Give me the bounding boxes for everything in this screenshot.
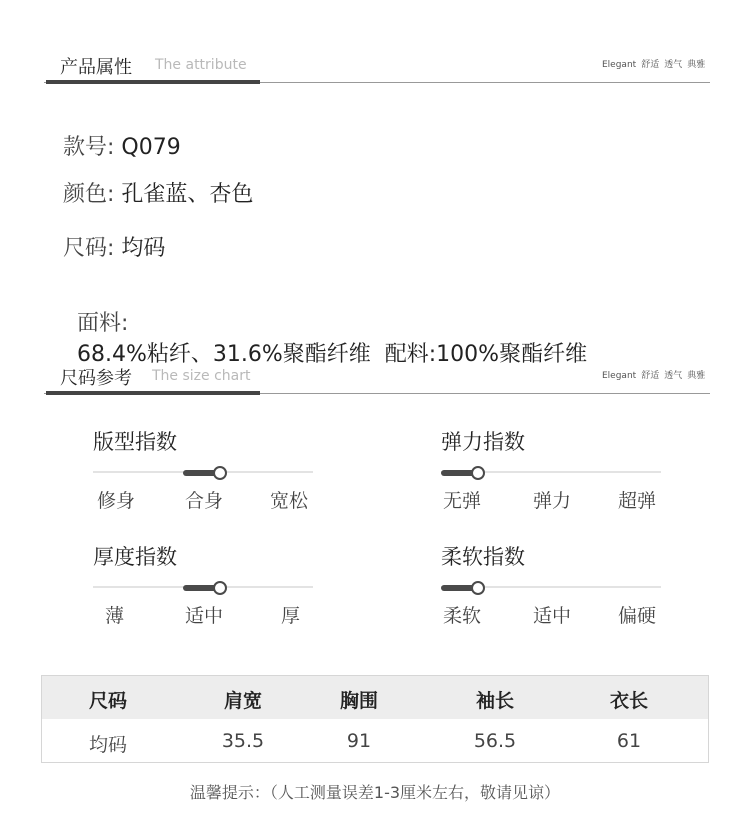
attr-value: 68.4%粘纤、31.6%聚酯纤维 配料:100%聚酯纤维 <box>77 342 588 367</box>
table-cell: 56.5 <box>473 730 517 752</box>
attr-value: Q079 <box>121 135 181 160</box>
section-title-en: The attribute <box>155 57 247 73</box>
index-label: 弹力 <box>533 490 572 512</box>
attr-key: 颜色: <box>63 182 115 207</box>
table-header-cell: 袖长 <box>475 690 515 712</box>
table-cell: 均码 <box>88 734 128 756</box>
tag-comfort: 舒适 <box>641 60 660 70</box>
attr-key: 尺码: <box>63 236 115 261</box>
index-softness <box>441 541 671 631</box>
index-label: 无弹 <box>443 490 482 512</box>
attr-fabric <box>63 281 587 368</box>
index-label: 超弹 <box>618 490 657 512</box>
tag-classic: 典雅 <box>687 60 706 70</box>
tag-comfort: 舒适 <box>641 371 660 381</box>
table-header-cell: 胸围 <box>339 690 379 712</box>
index-knob <box>471 466 485 480</box>
index-label: 合身 <box>185 490 224 512</box>
table-header-cell: 尺码 <box>88 690 128 712</box>
index-thickness <box>93 541 323 631</box>
index-elasticity <box>441 426 671 516</box>
index-title: 弹力指数 <box>441 430 525 454</box>
tag-breathable: 透气 <box>664 60 683 70</box>
index-title: 版型指数 <box>93 430 177 454</box>
index-label: 薄 <box>105 605 125 627</box>
section-header-size-chart <box>0 364 750 404</box>
section-title-en: The size chart <box>152 368 251 384</box>
section-title-zh: 尺码参考 <box>60 368 132 389</box>
attr-value: 孔雀蓝、杏色 <box>121 182 254 207</box>
tag-classic: 典雅 <box>687 371 706 381</box>
index-label: 适中 <box>533 605 572 627</box>
tag-elegant: Elegant <box>602 371 637 381</box>
section-tags <box>602 368 710 381</box>
attr-value: 均码 <box>121 236 166 261</box>
index-knob <box>213 466 227 480</box>
table-header-cell: 肩宽 <box>223 690 263 712</box>
attr-key: 款号: <box>63 135 115 160</box>
table-header-cell: 衣长 <box>609 690 649 712</box>
index-label: 修身 <box>97 490 136 512</box>
index-label: 柔软 <box>443 605 482 627</box>
index-knob <box>471 581 485 595</box>
index-title: 厚度指数 <box>93 545 177 569</box>
section-underline-bar <box>46 80 260 84</box>
tag-breathable: 透气 <box>664 371 683 381</box>
tag-elegant: Elegant <box>602 60 637 70</box>
table-cell: 91 <box>346 730 372 752</box>
index-label: 适中 <box>185 605 224 627</box>
size-table <box>41 675 709 763</box>
index-fit <box>93 426 323 516</box>
index-knob <box>213 581 227 595</box>
section-title-zh: 产品属性 <box>60 57 132 78</box>
attr-size <box>63 231 165 262</box>
section-underline-bar <box>46 391 260 395</box>
table-cell: 61 <box>616 730 642 752</box>
table-cell: 35.5 <box>221 730 265 752</box>
index-label: 偏硬 <box>618 605 657 627</box>
attr-color <box>63 177 253 208</box>
attr-style-number <box>63 130 181 161</box>
section-header-attribute <box>0 53 750 93</box>
index-title: 柔软指数 <box>441 545 525 569</box>
attr-key: 面料: <box>77 311 129 336</box>
index-label: 宽松 <box>270 490 309 512</box>
index-label: 厚 <box>281 605 301 627</box>
measurement-tip: 温馨提示：（人工测量误差1-3厘米左右，敬请见谅） <box>189 783 561 802</box>
section-tags <box>602 57 710 70</box>
